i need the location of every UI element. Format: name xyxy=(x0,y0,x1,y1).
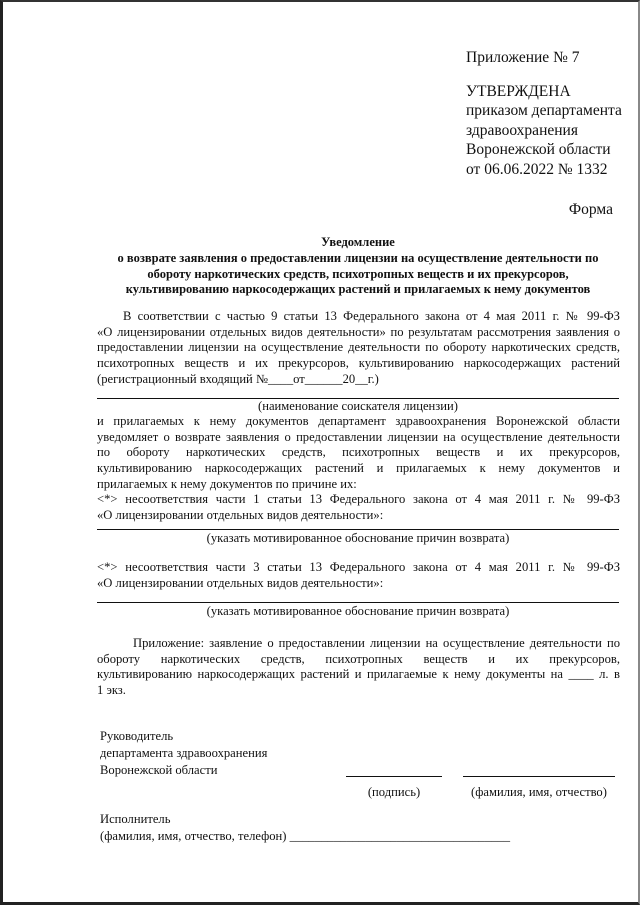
applicant-caption: (наименование соискателя лицензии) xyxy=(258,399,458,413)
order-date-number: от 06.06.2022 № 1332 xyxy=(466,160,608,178)
reason2-paragraph xyxy=(97,560,620,591)
reason2-line xyxy=(97,602,619,603)
full-name-line xyxy=(463,776,615,777)
order-line: здравоохранения xyxy=(466,121,578,139)
text-line: предоставлении лицензии на осуществление деятельности по обороту наркотических средств, xyxy=(97,340,620,355)
title-line: Уведомление xyxy=(321,235,395,249)
intro-paragraph xyxy=(97,309,620,387)
text-line: и прилагаемых к нему документов департамент здравоохранения Воронежской области xyxy=(97,414,620,428)
signature-caption: (подпись) xyxy=(367,785,421,799)
role-line: департамента здравоохранения xyxy=(100,746,268,760)
title-line: о возврате заявления о предоставлении лицензии на осуществление деятельности по xyxy=(117,250,599,265)
text-line: В соответствии с частью 9 статьи 13 Федерального закона от 4 мая 2011 г. № 99-ФЗ xyxy=(123,309,620,323)
reason1-text: «О лицензировании отдельных видов деятельности»: xyxy=(97,508,384,523)
reason2-text: <*> несоответствия части 3 статьи 13 Федерального закона от 4 мая 2011 г. № 99-ФЗ xyxy=(97,560,620,574)
signature-line xyxy=(346,776,442,777)
attachment-paragraph xyxy=(97,636,620,699)
text-line: 1 экз. xyxy=(97,683,126,698)
text-line: Приложение: заявление о предоставлении лицензии на осуществление деятельности по xyxy=(133,636,620,650)
text-line: прилагаемых к нему документов по причине их: xyxy=(97,476,357,491)
text-line: культивированию наркосодержащих растений и прилагаемые к нему документы на ____ л. в xyxy=(97,667,620,682)
text-line: культивированию наркосодержащих растений и прилагаемых к нему документов и xyxy=(97,461,620,476)
text-line: «О лицензировании отдельных видов деятельности» по результатам рассмотрения заявления о xyxy=(97,324,620,339)
notice-paragraph xyxy=(97,414,620,524)
executor-block xyxy=(100,811,510,845)
appendix-number: Приложение № 7 xyxy=(466,49,580,66)
text-line: по обороту наркотических средств, психотропных веществ и их прекурсоров, xyxy=(97,445,620,460)
role-line: Руководитель xyxy=(100,729,174,743)
full-name-caption: (фамилия, имя, отчество) xyxy=(471,785,607,799)
reason1-text: <*> несоответствия части 1 статьи 13 Федерального закона от 4 мая 2011 г. № 99-ФЗ xyxy=(97,492,620,507)
order-line: Воронежской области xyxy=(466,141,611,158)
executor-details: (фамилия, имя, отчество, телефон) ___________________________________ xyxy=(100,829,511,843)
role-line: Воронежской области xyxy=(100,763,218,777)
reason2-text: «О лицензировании отдельных видов деятельности»: xyxy=(97,575,384,590)
signature-role xyxy=(100,728,267,779)
approved-stamp: УТВЕРЖДЕНА xyxy=(466,82,571,100)
text-line: психотропных веществ и их прекурсоров, культивированию наркосодержащих растений xyxy=(97,356,620,371)
title-line: культивированию наркосодержащих растений и прилагаемых к нему документов xyxy=(125,282,591,297)
reason1-caption: (указать мотивированное обоснование причин возврата) xyxy=(206,531,510,545)
text-line: уведомляет о возврате заявления о предоставлении лицензии на осуществление деятельности xyxy=(97,429,620,444)
approval-block xyxy=(466,48,622,179)
title-line: обороту наркотических средств, психотропных веществ и их прекурсоров, xyxy=(147,266,569,281)
text-line: обороту наркотических средств, психотропных веществ и их прекурсоров, xyxy=(97,651,620,666)
order-line: приказом департамента xyxy=(466,102,622,119)
form-label: Форма xyxy=(568,201,613,218)
executor-label: Исполнитель xyxy=(100,812,171,826)
document-title xyxy=(98,235,618,298)
registration-line: (регистрационный входящий №____от______20__г.) xyxy=(97,371,379,386)
reason1-line xyxy=(97,529,619,530)
reason2-caption: (указать мотивированное обоснование причин возврата) xyxy=(206,604,510,618)
